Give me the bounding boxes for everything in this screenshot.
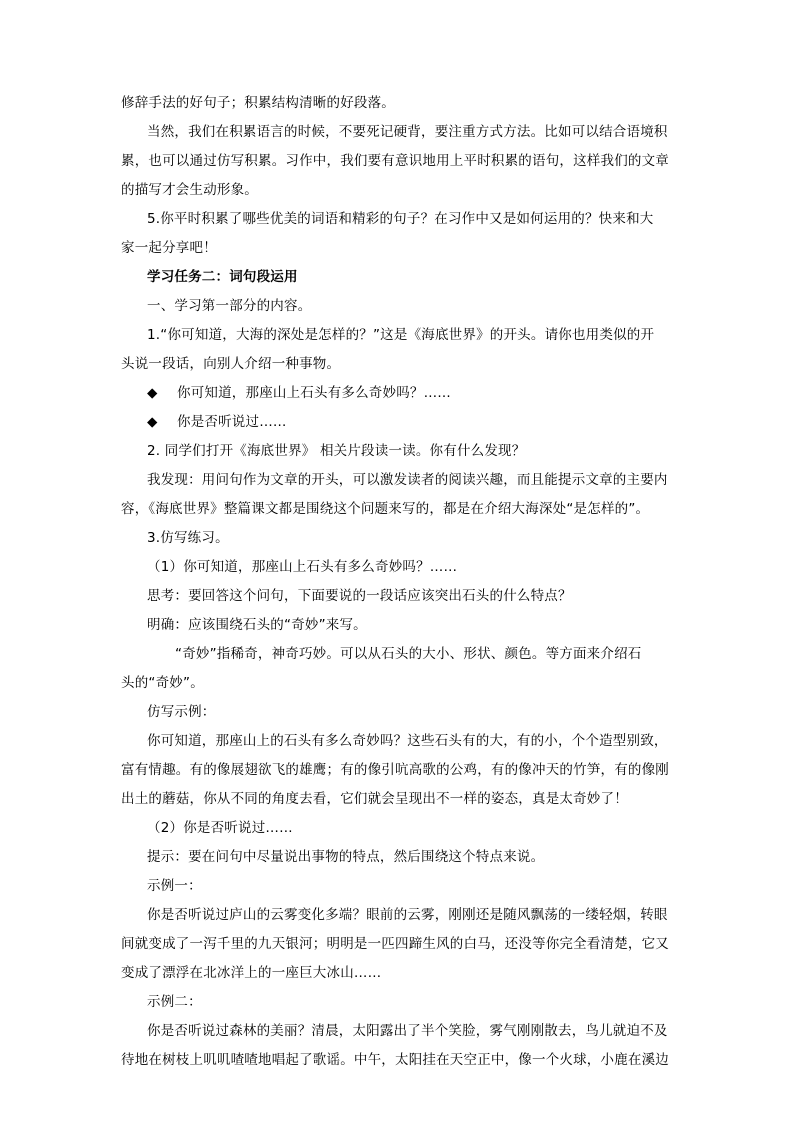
text-line <box>121 585 681 614</box>
line-text: 家一起分享吧！ <box>121 240 217 256</box>
line-text: 出土的蘑菇，你从不同的角度去看，它们就会呈现出不一样的姿态，真是太奇妙了！ <box>121 791 628 807</box>
text-line <box>121 759 681 788</box>
line-text: 1.“你可知道，大海的深处是怎样的？”这是《海底世界》的开头。请你也用类似的开 <box>147 327 655 343</box>
text-line <box>121 991 681 1020</box>
line-text: 示例一： <box>147 878 202 894</box>
line-text: 我发现：用问句作为文章的开头，可以激发读者的阅读兴趣，而且能提示文章的主要内 <box>147 472 668 488</box>
text-line <box>121 614 681 643</box>
line-text: 头的“奇妙”。 <box>121 675 204 691</box>
text-line <box>121 266 681 295</box>
text-line <box>121 382 681 411</box>
text-line <box>121 237 681 266</box>
line-text: 明确：应该围绕石头的“奇妙”来写。 <box>147 617 367 633</box>
line-text: 间就变成了一泻千里的九天银河；明明是一匹四蹄生风的白马，还没等你完全看清楚，它又 <box>121 936 669 952</box>
line-text: 容，《海底世界》整篇课文都是围绕这个问题来写的，都是在介绍大海深处“是怎样的”。 <box>121 501 650 517</box>
line-text: 一、学习第一部分的内容。 <box>147 298 312 314</box>
line-text: “奇妙”指稀奇，神奇巧妙。可以从石头的大小、形状、颜色。等方面来介绍石 <box>175 646 642 662</box>
document-page <box>121 92 681 1078</box>
line-text: 当然，我们在积累语言的时候，不要死记硬背，要注重方式方法。比如可以结合语境积 <box>147 124 668 140</box>
text-line <box>121 1049 681 1078</box>
text-line <box>121 92 681 121</box>
text-line <box>121 817 681 846</box>
line-text: 示例二： <box>147 994 202 1010</box>
line-text: 的描写才会生动形象。 <box>121 182 258 198</box>
bullet-diamond-icon: ◆ <box>147 414 158 430</box>
line-text: 你可知道，那座山上石头有多么奇妙吗？…… <box>177 385 451 401</box>
text-line <box>121 179 681 208</box>
line-text: （2）你是否听说过…… <box>147 820 293 836</box>
text-line <box>121 846 681 875</box>
line-text: 你是否听说过…… <box>177 414 287 430</box>
text-line <box>121 208 681 237</box>
line-text: 你是否听说过庐山的云雾变化多端？眼前的云雾，刚刚还是随风飘荡的一缕轻烟，转眼 <box>147 907 668 923</box>
text-line <box>121 324 681 353</box>
text-line <box>121 498 681 527</box>
line-text: 待地在树枝上叽叽喳喳地唱起了歌谣。中午，太阳挂在天空正中，像一个火球，小鹿在溪边 <box>121 1052 669 1068</box>
line-text: 修辞手法的好句子；积累结构清晰的好段落。 <box>121 95 395 111</box>
line-text: 学习任务二：词句段运用 <box>147 269 298 285</box>
line-text: 头说一段话，向别人介绍一种事物。 <box>121 356 341 372</box>
line-text: 提示：要在问句中尽量说出事物的特点，然后围绕这个特点来说。 <box>147 849 545 865</box>
line-text: 富有情趣。有的像展翅欲飞的雄鹰；有的像引吭高歌的公鸡，有的像冲天的竹笋，有的像刚 <box>121 762 669 778</box>
line-text: 你是否听说过森林的美丽？清晨，太阳露出了半个笑脸，雾气刚刚散去，鸟儿就迫不及 <box>147 1023 668 1039</box>
line-text: 2. 同学们打开《海底世界》 相关片段读一读。你有什么发现？ <box>147 443 526 459</box>
text-line <box>121 469 681 498</box>
bullet-diamond-icon: ◆ <box>147 385 158 401</box>
text-line <box>121 150 681 179</box>
text-line <box>121 672 681 701</box>
line-text: （1）你可知道，那座山上石头有多么奇妙吗？…… <box>147 559 458 575</box>
line-text: 累，也可以通过仿写积累。习作中，我们要有意识地用上平时积累的语句，这样我们的文章 <box>121 153 669 169</box>
line-text: 5.你平时积累了哪些优美的词语和精彩的句子？在习作中又是如何运用的？快来和大 <box>147 211 654 227</box>
text-line <box>121 121 681 150</box>
line-text: 变成了漂浮在北冰洋上的一座巨大冰山…… <box>121 965 382 981</box>
text-line <box>121 411 681 440</box>
text-line <box>121 875 681 904</box>
text-line <box>121 440 681 469</box>
text-line <box>121 730 681 759</box>
text-line <box>121 788 681 817</box>
line-text: 仿写示例： <box>147 704 216 720</box>
text-line <box>121 701 681 730</box>
text-line <box>121 1020 681 1049</box>
text-line <box>121 556 681 585</box>
line-text: 你可知道，那座山上的石头有多么奇妙吗？这些石头有的大，有的小，个个造型别致， <box>147 733 668 749</box>
line-text: 思考：要回答这个问句，下面要说的一段话应该突出石头的什么特点？ <box>147 588 572 604</box>
text-line <box>121 295 681 324</box>
text-line <box>121 933 681 962</box>
text-line <box>121 643 681 672</box>
text-line <box>121 904 681 933</box>
line-text: 3.仿写练习。 <box>147 530 229 546</box>
text-line <box>121 353 681 382</box>
text-line <box>121 962 681 991</box>
text-line <box>121 527 681 556</box>
